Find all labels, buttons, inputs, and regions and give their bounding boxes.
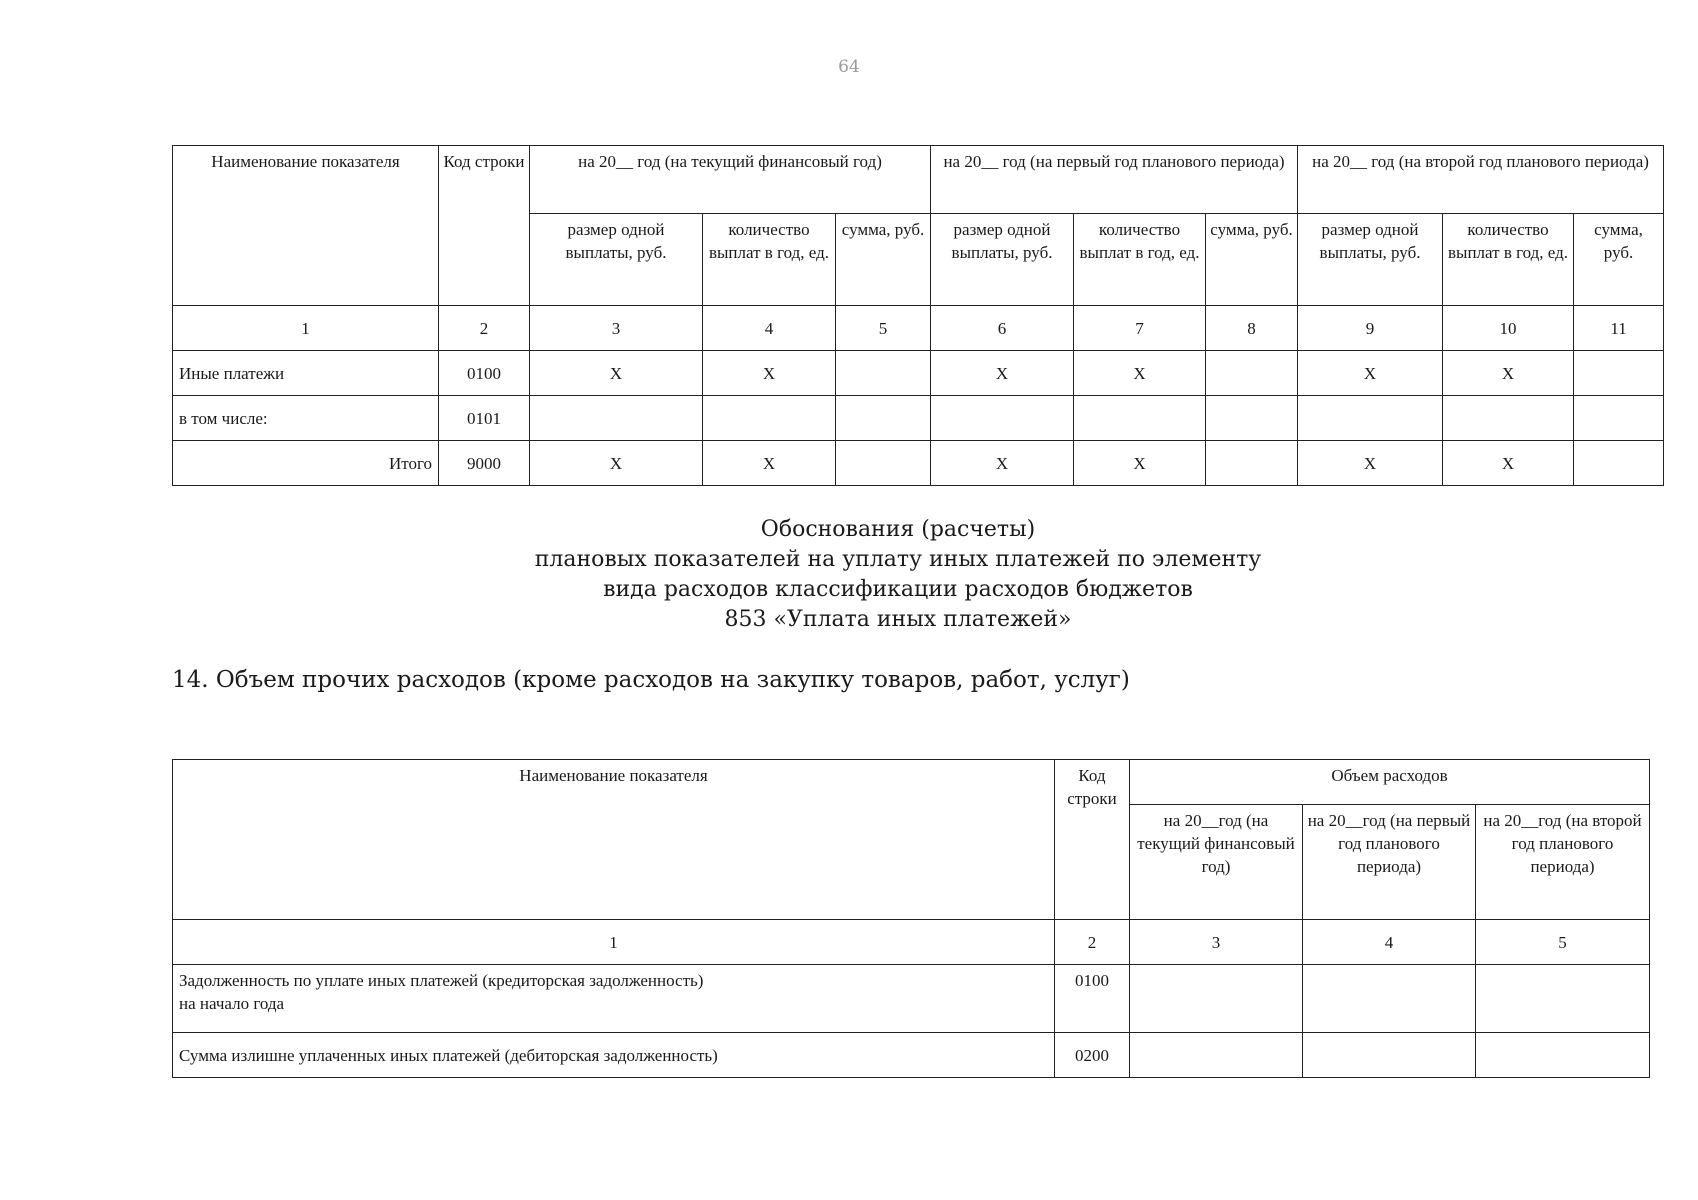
cell <box>1574 396 1664 441</box>
cell <box>836 351 931 396</box>
column-number: 7 <box>1074 306 1206 351</box>
row-name: Иные платежи <box>173 351 439 396</box>
payments-table <box>172 145 1664 486</box>
header-payment-size: размер одной выплаты, руб. <box>931 214 1074 306</box>
column-number: 4 <box>703 306 836 351</box>
heading-line: плановых показателей на уплату иных платежей по элементу <box>534 547 1262 572</box>
cell: X <box>703 351 836 396</box>
cell: X <box>931 351 1074 396</box>
column-number: 2 <box>1055 920 1130 965</box>
column-number: 9 <box>1298 306 1443 351</box>
column-number: 11 <box>1574 306 1664 351</box>
header-code: Код строки <box>439 146 530 306</box>
header-sum: сумма, руб. <box>836 214 931 306</box>
column-number: 10 <box>1443 306 1574 351</box>
cell <box>1074 396 1206 441</box>
column-number: 3 <box>1130 920 1303 965</box>
cell: X <box>530 351 703 396</box>
cell <box>1206 351 1298 396</box>
cell: X <box>1443 441 1574 486</box>
cell <box>1303 1033 1476 1078</box>
header-volume: Объем расходов <box>1130 760 1650 805</box>
header-period-current: на 20__ год (на текущий финансовый год) <box>530 146 931 214</box>
cell <box>1130 965 1303 1033</box>
header-payment-count: количество выплат в год, ед. <box>703 214 836 306</box>
header-payment-count: количество выплат в год, ед. <box>1074 214 1206 306</box>
page-number: 64 <box>838 57 860 77</box>
row-name: в том числе: <box>173 396 439 441</box>
header-year-current: на 20__год (на текущий финансовый год) <box>1130 805 1303 920</box>
cell <box>1574 351 1664 396</box>
heading-line: 853 «Уплата иных платежей» <box>724 607 1072 632</box>
header-sum: сумма, руб. <box>1574 214 1664 306</box>
cell <box>1303 965 1476 1033</box>
other-expenses-table <box>172 759 1650 1078</box>
column-number: 5 <box>836 306 931 351</box>
table-row <box>173 965 1650 1033</box>
cell <box>836 396 931 441</box>
cell: X <box>530 441 703 486</box>
table-row <box>173 441 1664 486</box>
table-row <box>173 396 1664 441</box>
row-code: 0100 <box>439 351 530 396</box>
cell <box>1298 396 1443 441</box>
column-number-row <box>173 920 1650 965</box>
cell: X <box>1074 351 1206 396</box>
column-number: 6 <box>931 306 1074 351</box>
cell: X <box>1298 441 1443 486</box>
cell: X <box>1443 351 1574 396</box>
column-number: 3 <box>530 306 703 351</box>
column-number: 4 <box>1303 920 1476 965</box>
header-indicator: Наименование показателя <box>173 146 439 306</box>
row-code: 0101 <box>439 396 530 441</box>
row-code: 0200 <box>1055 1033 1130 1078</box>
row-name: Итого <box>173 441 439 486</box>
cell <box>931 396 1074 441</box>
header-year-first: на 20__год (на первый год планового периода) <box>1303 805 1476 920</box>
row-code: 0100 <box>1055 965 1130 1033</box>
cell <box>1476 965 1650 1033</box>
cell <box>703 396 836 441</box>
cell <box>1476 1033 1650 1078</box>
cell: X <box>931 441 1074 486</box>
header-payment-size: размер одной выплаты, руб. <box>1298 214 1443 306</box>
cell <box>1574 441 1664 486</box>
row-code: 9000 <box>439 441 530 486</box>
cell: X <box>703 441 836 486</box>
heading-line: Обоснования (расчеты) <box>760 517 1036 542</box>
header-payment-count: количество выплат в год, ед. <box>1443 214 1574 306</box>
header-year-second: на 20__год (на второй год планового периода) <box>1476 805 1650 920</box>
header-sum: сумма, руб. <box>1206 214 1298 306</box>
cell: X <box>1074 441 1206 486</box>
column-number: 2 <box>439 306 530 351</box>
header-payment-size: размер одной выплаты, руб. <box>530 214 703 306</box>
cell <box>1206 396 1298 441</box>
column-number: 1 <box>173 306 439 351</box>
column-number: 1 <box>173 920 1055 965</box>
column-number-row <box>173 306 1664 351</box>
column-number: 8 <box>1206 306 1298 351</box>
header-period-first: на 20__ год (на первый год планового периода) <box>931 146 1298 214</box>
row-name <box>173 965 1055 1033</box>
cell <box>1443 396 1574 441</box>
header-code: Код строки <box>1055 760 1130 920</box>
heading-line: вида расходов классификации расходов бюджетов <box>603 577 1193 602</box>
column-number: 5 <box>1476 920 1650 965</box>
section-14-title: 14. Объем прочих расходов (кроме расходов на закупку товаров, работ, услуг) <box>172 667 1130 693</box>
row-name: Сумма излишне уплаченных иных платежей (дебиторская задолженность) <box>173 1033 1055 1078</box>
row-name-line: на начало года <box>179 994 285 1013</box>
cell <box>836 441 931 486</box>
table-row <box>173 1033 1650 1078</box>
header-period-second: на 20__ год (на второй год планового периода) <box>1298 146 1664 214</box>
cell <box>530 396 703 441</box>
cell <box>1130 1033 1303 1078</box>
justification-heading <box>0 515 1698 635</box>
cell <box>1206 441 1298 486</box>
row-name-line: Задолженность по уплате иных платежей (кредиторская задолженность) <box>179 971 704 990</box>
cell: X <box>1298 351 1443 396</box>
table-row <box>173 351 1664 396</box>
header-indicator: Наименование показателя <box>173 760 1055 920</box>
